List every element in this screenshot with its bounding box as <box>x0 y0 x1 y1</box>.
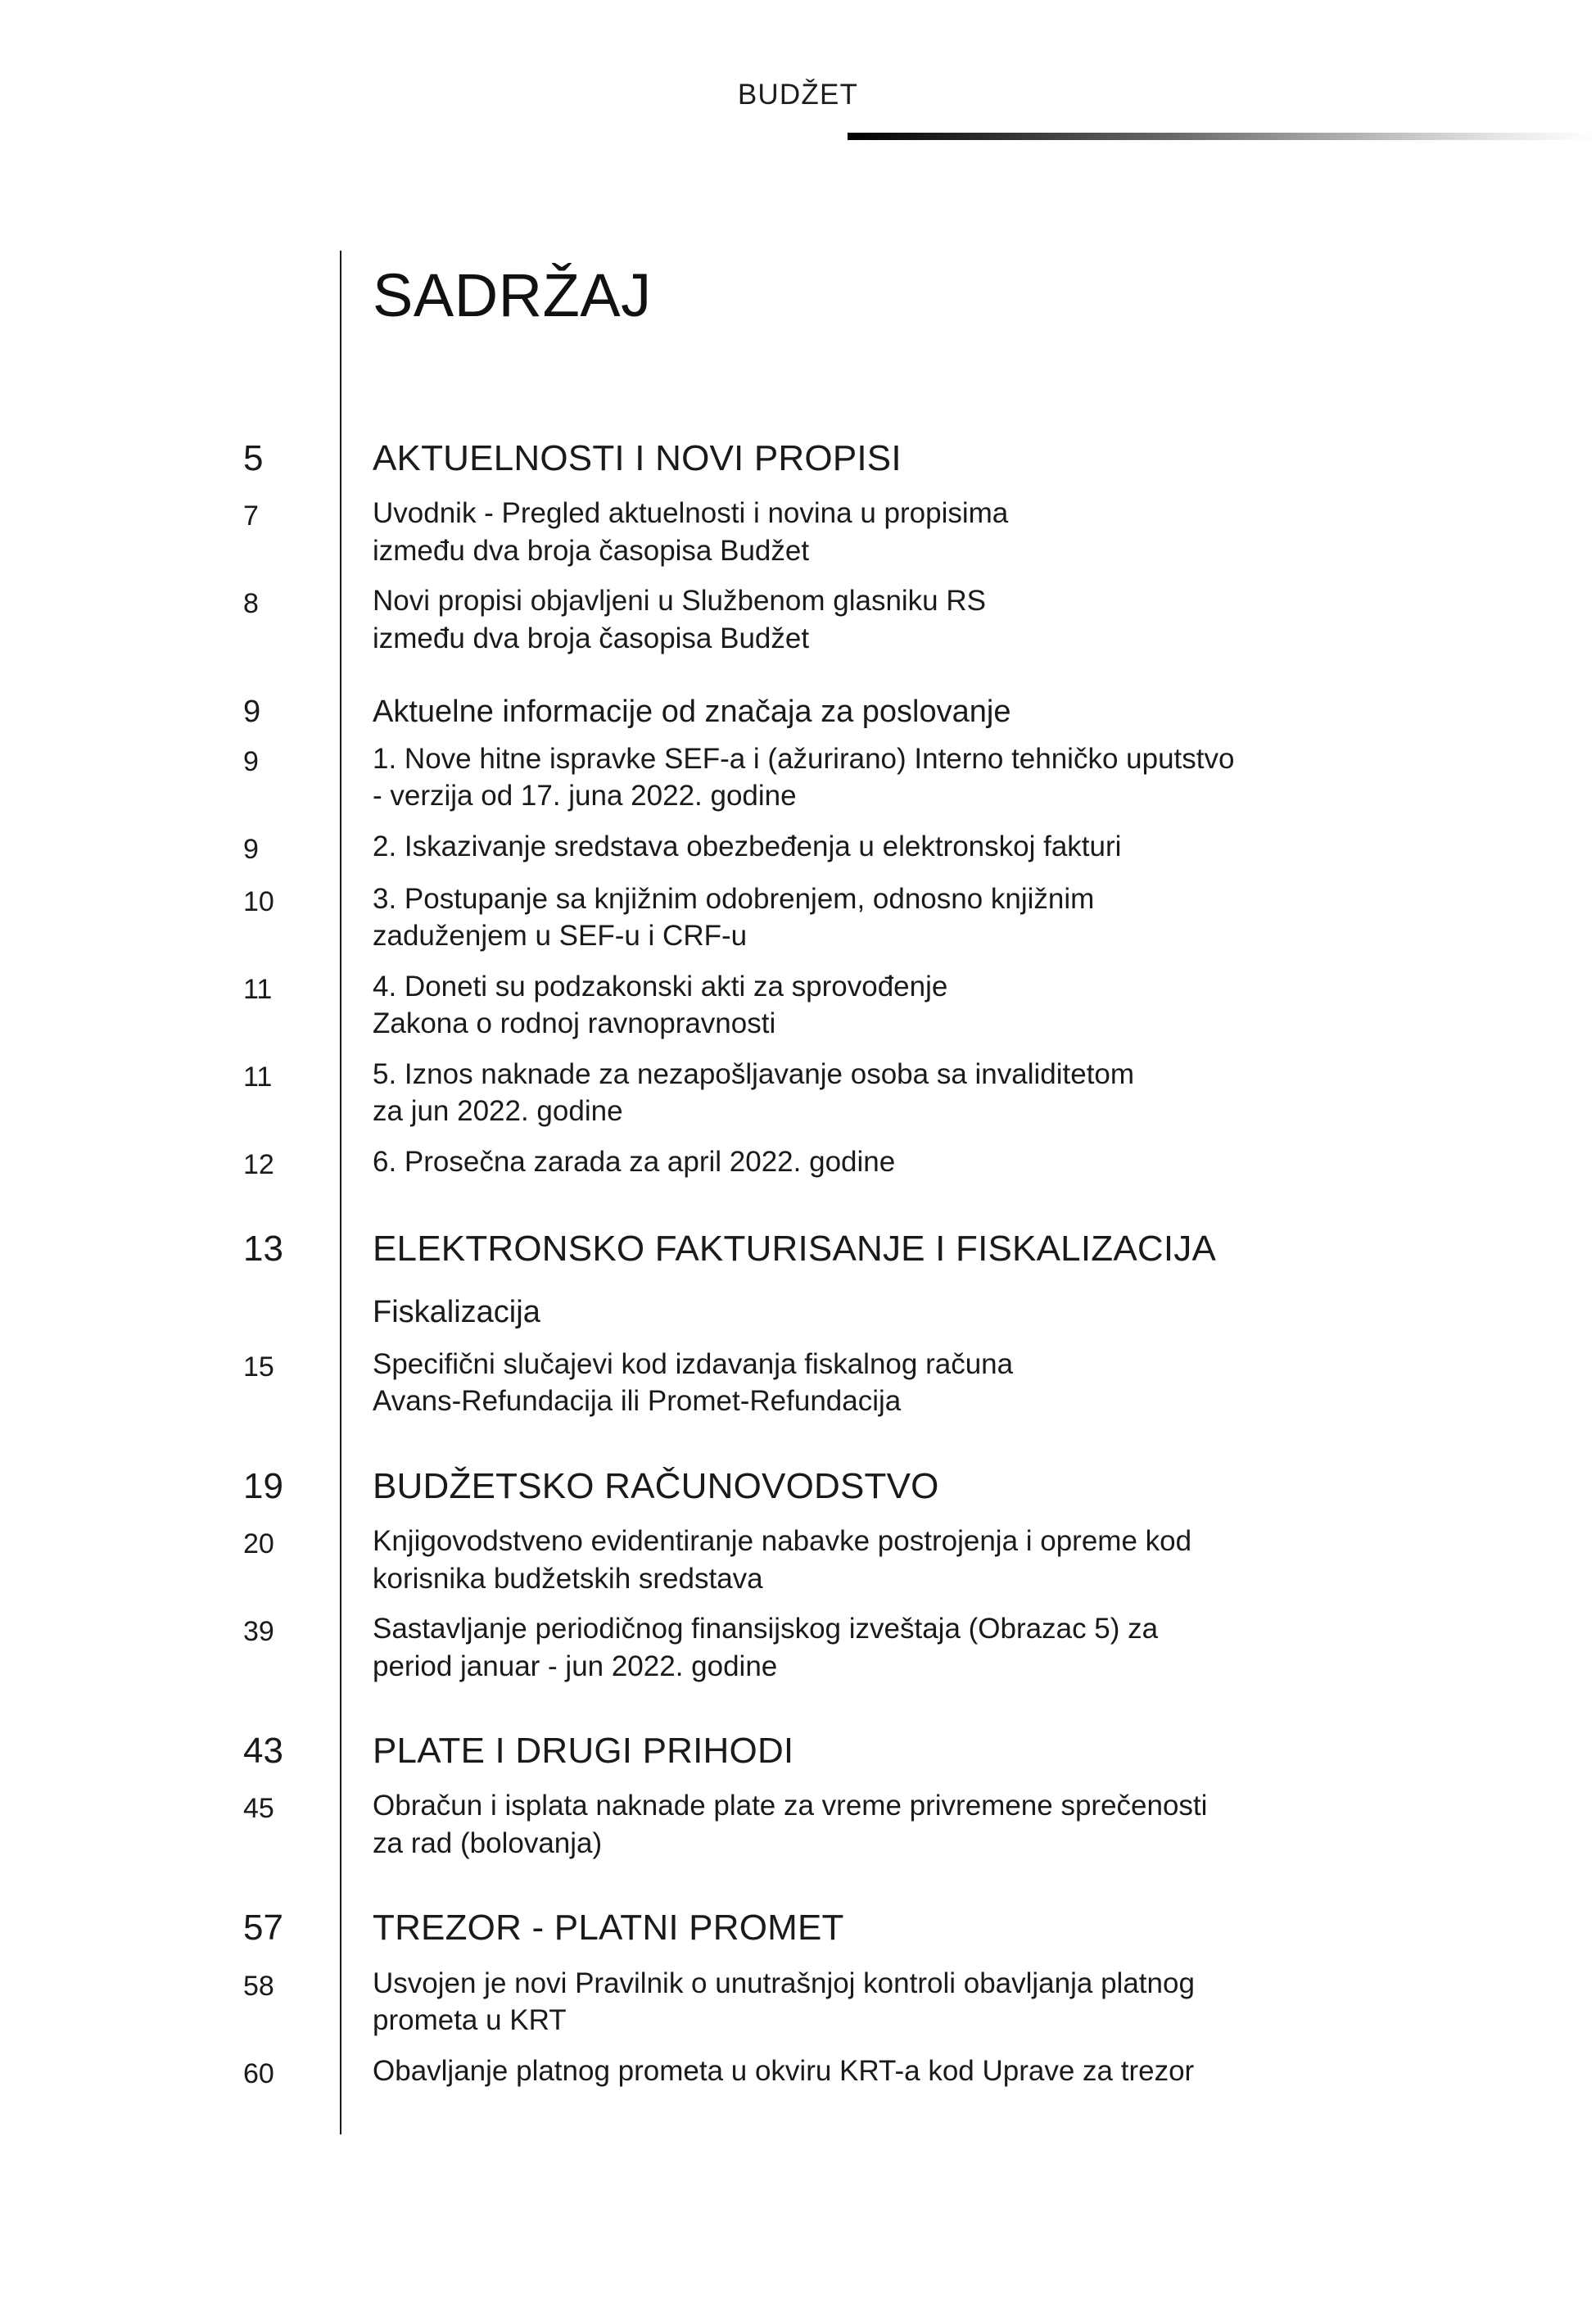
toc-entry-title <box>373 495 1413 569</box>
toc-group-heading <box>373 693 1413 732</box>
toc-page-number: 9 <box>243 745 259 777</box>
toc-section-row[interactable] <box>0 1731 1596 1771</box>
toc-page-number: 9 <box>243 695 261 730</box>
toc-section-row[interactable] <box>0 1908 1596 1948</box>
toc-entry-title <box>373 1056 1413 1130</box>
toc-entry-title <box>373 1787 1413 1862</box>
spacer <box>0 1771 1596 1787</box>
toc-entry-line: 2. Iskazivanje sredstava obezbeđenja u elektronskoj fakturi <box>373 830 1122 862</box>
toc-entry-row[interactable] <box>0 2053 1596 2092</box>
spacer <box>0 867 1596 880</box>
toc-entry-line: između dva broja časopisa Budžet <box>373 622 810 654</box>
spacer <box>0 955 1596 968</box>
toc-entry-line: - verzija od 17. juna 2022. godine <box>373 780 797 812</box>
toc-entry-line: Avans-Refundacija ili Promet-Refundacija <box>373 1385 902 1418</box>
toc-entry-line: Aktuelne informacije od značaja za poslovanje <box>373 695 1011 730</box>
toc-section-heading <box>373 438 1413 478</box>
toc-page-number: 57 <box>243 1908 283 1949</box>
toc-entry-line: Usvojen je novi Pravilnik o unutrašnjoj kontroli obavljanja platnog <box>373 1967 1195 1999</box>
toc-entry-line: period januar - jun 2022. godine <box>373 1650 778 1682</box>
toc-page-number: 15 <box>243 1351 274 1383</box>
toc-entry-title <box>373 740 1413 815</box>
spacer <box>0 569 1596 582</box>
toc-entry-line: Obavljanje platnog prometa u okviru KRT-a kod Uprave za trezor <box>373 2054 1195 2087</box>
spacer <box>0 1420 1596 1466</box>
toc-entry-row[interactable] <box>0 1346 1596 1420</box>
toc-page-number: 45 <box>243 1793 274 1825</box>
spacer <box>0 1043 1596 1056</box>
spacer <box>0 1506 1596 1523</box>
toc-section-row[interactable] <box>0 438 1596 478</box>
table-of-contents <box>0 438 1596 2092</box>
toc-entry-line: 1. Nove hitne ispravke SEF-a i (ažurirano) Interno tehničko uputstvo <box>373 742 1235 775</box>
toc-entry-line: Fiskalizacija <box>373 1295 540 1330</box>
toc-entry-line: Zakona o rodnoj ravnopravnosti <box>373 1007 776 1040</box>
toc-page-number: 5 <box>243 438 264 478</box>
running-header <box>0 79 1596 111</box>
toc-page-number: 12 <box>243 1148 274 1180</box>
toc-entry-row[interactable] <box>0 495 1596 569</box>
toc-page-number: 10 <box>243 885 274 917</box>
toc-section-heading <box>373 1229 1413 1269</box>
toc-entry-line: Knjigovodstveno evidentiranje nabavke postrojenja i opreme kod <box>373 1525 1192 1558</box>
toc-entry-line: 5. Iznos naknade za nezapošljavanje osoba sa invaliditetom <box>373 1057 1135 1090</box>
toc-entry-line: PLATE I DRUGI PRIHODI <box>373 1731 794 1772</box>
toc-subentry-row[interactable] <box>0 740 1596 815</box>
spacer <box>0 732 1596 740</box>
spacer <box>0 1130 1596 1143</box>
toc-entry-line: Obračun i isplata naknade plate za vreme privremene sprečenosti <box>373 1790 1208 1822</box>
toc-subentry-row[interactable] <box>0 1056 1596 1130</box>
toc-entry-title <box>373 1346 1413 1420</box>
toc-page-number: 58 <box>243 1970 274 2002</box>
toc-entry-line: BUDŽETSKO RAČUNOVODSTVO <box>373 1465 939 1506</box>
toc-section-row[interactable] <box>0 1229 1596 1269</box>
toc-entry-line: AKTUELNOSTI I NOVI PROPISI <box>373 438 902 478</box>
toc-entry-title <box>373 1523 1413 1597</box>
spacer <box>0 478 1596 495</box>
toc-entry-title <box>373 582 1413 657</box>
spacer <box>0 1269 1596 1285</box>
toc-group-row[interactable] <box>0 693 1596 732</box>
spacer <box>0 1285 1596 1293</box>
header-gradient-rule <box>848 133 1596 140</box>
spacer <box>0 2039 1596 2053</box>
toc-entry-title <box>373 1143 1413 1181</box>
toc-page-number: 7 <box>243 500 259 532</box>
running-header-title: BUDŽET <box>737 79 859 111</box>
toc-section-heading <box>373 1731 1413 1771</box>
toc-subentry-row[interactable] <box>0 828 1596 867</box>
page-title: SADRŽAJ <box>373 260 652 329</box>
toc-entry-line: Specifični slučajevi kod izdavanja fiskalnog računa <box>373 1347 1014 1380</box>
toc-entry-line: za jun 2022. godine <box>373 1095 623 1128</box>
spacer <box>0 1685 1596 1731</box>
toc-page-number: 43 <box>243 1731 283 1772</box>
toc-page-number: 20 <box>243 1528 274 1560</box>
toc-page-number: 8 <box>243 588 259 620</box>
spacer <box>0 1333 1596 1346</box>
toc-entry-row[interactable] <box>0 1610 1596 1685</box>
toc-page-number: 11 <box>243 1061 273 1093</box>
spacer <box>0 1862 1596 1908</box>
toc-entry-line: ELEKTRONSKO FAKTURISANJE I FISKALIZACIJA <box>373 1229 1217 1270</box>
toc-section-heading <box>373 1466 1413 1506</box>
toc-page-number: 9 <box>243 833 259 865</box>
toc-entry-line: Uvodnik - Pregled aktuelnosti i novina u propisima <box>373 497 1009 530</box>
toc-entry-line: prometa u KRT <box>373 2004 567 2037</box>
toc-entry-line: zaduženjem u SEF-u i CRF-u <box>373 920 748 953</box>
toc-entry-line: 4. Doneti su podzakonski akti za sprovođenje <box>373 970 948 1003</box>
toc-entry-line: između dva broja časopisa Budžet <box>373 534 810 567</box>
spacer <box>0 1597 1596 1610</box>
toc-subheading-row[interactable] <box>0 1293 1596 1333</box>
toc-entry-row[interactable] <box>0 582 1596 657</box>
toc-entry-line: Sastavljanje periodičnog finansijskog izveštaja (Obrazac 5) za <box>373 1613 1159 1645</box>
toc-page-number: 19 <box>243 1465 283 1506</box>
toc-subentry-row[interactable] <box>0 1143 1596 1183</box>
toc-subentry-row[interactable] <box>0 968 1596 1043</box>
toc-entry-line: Novi propisi objavljeni u Službenom glasniku RS <box>373 585 986 618</box>
toc-entry-line: TREZOR - PLATNI PROMET <box>373 1908 844 1949</box>
spacer <box>0 1183 1596 1229</box>
toc-entry-title <box>373 2053 1413 2090</box>
toc-section-row[interactable] <box>0 1466 1596 1506</box>
toc-entry-title <box>373 1965 1413 2039</box>
toc-subheading <box>373 1293 1413 1333</box>
toc-page-number: 39 <box>243 1616 274 1648</box>
toc-entry-row[interactable] <box>0 1965 1596 2039</box>
spacer <box>0 815 1596 828</box>
toc-entry-line: 3. Postupanje sa knjižnim odobrenjem, odnosno knjižnim <box>373 882 1095 915</box>
toc-entry-title <box>373 880 1413 955</box>
toc-entry-line: za rad (bolovanja) <box>373 1826 603 1859</box>
toc-entry-title <box>373 828 1413 866</box>
toc-entry-title <box>373 1610 1413 1685</box>
toc-page-number: 13 <box>243 1229 283 1270</box>
toc-subentry-row[interactable] <box>0 880 1596 955</box>
toc-entry-line: korisnika budžetskih sredstava <box>373 1562 763 1595</box>
toc-entry-line: 6. Prosečna zarada za april 2022. godine <box>373 1145 896 1178</box>
toc-section-heading <box>373 1908 1413 1948</box>
spacer <box>0 657 1596 693</box>
toc-page-number: 11 <box>243 973 273 1005</box>
toc-entry-row[interactable] <box>0 1523 1596 1597</box>
toc-entry-title <box>373 968 1413 1043</box>
toc-entry-row[interactable] <box>0 1787 1596 1862</box>
toc-page-number: 60 <box>243 2057 274 2089</box>
spacer <box>0 1949 1596 1965</box>
